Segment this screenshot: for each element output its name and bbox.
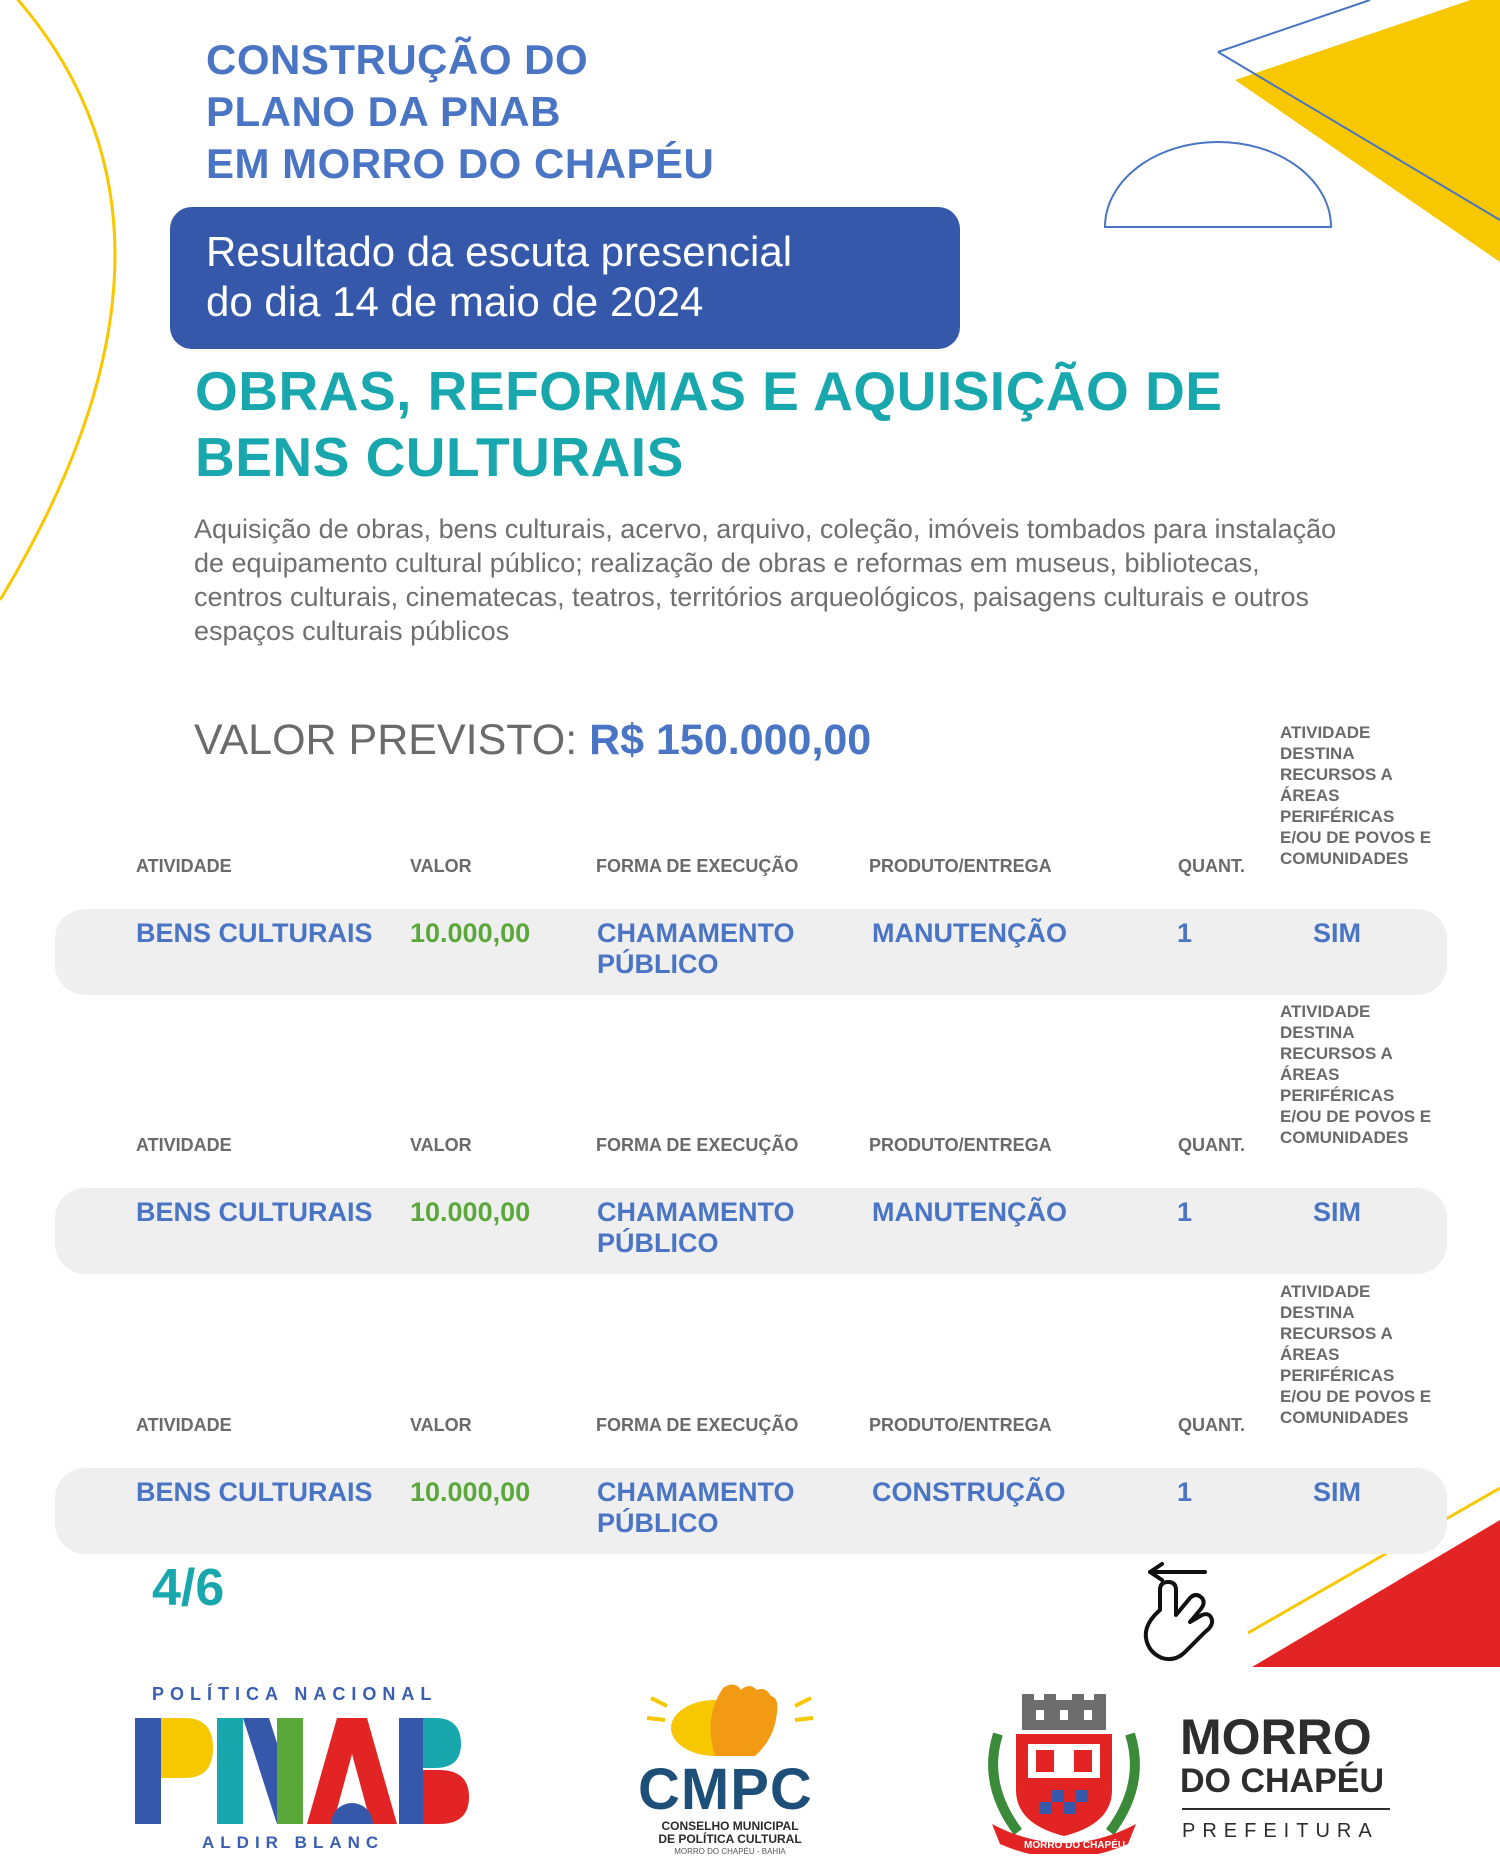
prefeitura-name-line1: MORRO xyxy=(1180,1709,1372,1765)
cell-periferia: SIM xyxy=(1313,1477,1362,1507)
prefeitura-label: PREFEITURA xyxy=(1182,1820,1379,1842)
cell-valor: 10.000,00 xyxy=(410,918,531,948)
cmpc-location: MORRO DO CHAPÉU - BAHIA xyxy=(674,1847,786,1856)
cell-atividade: BENS CULTURAIS xyxy=(136,1477,373,1507)
crest-ribbon-text: MORRO DO CHAPÉU xyxy=(1024,1840,1126,1851)
header-quant: QUANT. xyxy=(1178,856,1245,876)
yellow-arc-left xyxy=(0,0,115,600)
header-valor: VALOR xyxy=(410,1415,472,1435)
cell-quant: 1 xyxy=(1177,918,1193,948)
title-line: EM MORRO DO CHAPÉU xyxy=(206,140,715,187)
result-banner xyxy=(170,207,960,349)
header-produto: PRODUTO/ENTREGA xyxy=(869,856,1052,876)
title-line: PLANO DA PNAB xyxy=(206,88,561,135)
header-produto: PRODUTO/ENTREGA xyxy=(869,1415,1052,1435)
header-valor: VALOR xyxy=(410,1135,472,1155)
result-line: Resultado da escuta presencial xyxy=(206,228,793,275)
result-line: do dia 14 de maio de 2024 xyxy=(206,278,704,325)
cell-valor: 10.000,00 xyxy=(410,1477,531,1507)
prefeitura-divider xyxy=(1182,1808,1390,1810)
cmpc-hands-logo xyxy=(645,1678,815,1760)
cell-atividade: BENS CULTURAIS xyxy=(136,918,373,948)
activity-table xyxy=(0,1001,1500,1281)
section-description: Aquisição de obras, bens culturais, acervo, arquivo, coleção, imóveis tombados para instalação de equipamento cultural público; realização de obras e reformas em museus, bibliotecas, centros culturais, cinematecas, teatros, territórios arqueológicos, paisagens culturais e outros espaços culturais públicos xyxy=(194,514,1337,646)
cell-forma: CHAMAMENTO PÚBLICO xyxy=(597,1477,795,1538)
header-valor: VALOR xyxy=(410,856,472,876)
header-quant: QUANT. xyxy=(1178,1415,1245,1435)
header-produto: PRODUTO/ENTREGA xyxy=(869,1135,1052,1155)
header-atividade: ATIVIDADE xyxy=(136,856,232,876)
header-quant: QUANT. xyxy=(1178,1135,1245,1155)
header-forma: FORMA DE EXECUÇÃO xyxy=(596,1135,799,1155)
prefeitura-name-line2: DO CHAPÉU xyxy=(1180,1762,1385,1800)
header-atividade: ATIVIDADE xyxy=(136,1135,232,1155)
header-forma: FORMA DE EXECUÇÃO xyxy=(596,1415,799,1435)
cell-atividade: BENS CULTURAIS xyxy=(136,1197,373,1227)
cell-forma: CHAMAMENTO PÚBLICO xyxy=(597,1197,795,1258)
title-line: CONSTRUÇÃO DO xyxy=(206,36,589,83)
cell-produto: MANUTENÇÃO xyxy=(872,1197,1067,1227)
section-title-line: BENS CULTURAIS xyxy=(195,426,684,488)
cell-quant: 1 xyxy=(1177,1477,1193,1507)
blue-semicircle-outline xyxy=(1105,142,1331,227)
cmpc-wordmark: CMPC xyxy=(638,1757,813,1822)
cmpc-subtitle: CONSELHO MUNICIPAL DE POLÍTICA CULTURAL xyxy=(658,1819,802,1846)
header-periferia: ATIVIDADE DESTINA RECURSOS A ÁREAS PERIFÉRICAS E/OU DE POVOS E COMUNIDADES xyxy=(1280,1002,1432,1147)
pnab-top-text: POLÍTICA NACIONAL xyxy=(152,1684,438,1704)
cell-periferia: SIM xyxy=(1313,1197,1362,1227)
cell-valor: 10.000,00 xyxy=(410,1197,531,1227)
header-periferia: ATIVIDADE DESTINA RECURSOS A ÁREAS PERIFÉRICAS E/OU DE POVOS E COMUNIDADES xyxy=(1280,1282,1432,1427)
campaign-title xyxy=(206,34,714,190)
pnab-logo xyxy=(135,1712,470,1830)
cell-produto: MANUTENÇÃO xyxy=(872,918,1067,948)
activity-table xyxy=(0,1281,1500,1561)
valor-label: VALOR PREVISTO: xyxy=(194,716,578,764)
cell-periferia: SIM xyxy=(1313,918,1362,948)
header-forma: FORMA DE EXECUÇÃO xyxy=(596,856,799,876)
pnab-bottom-text: ALDIR BLANC xyxy=(202,1833,385,1852)
swipe-left-hand-icon xyxy=(1130,1560,1230,1670)
section-title xyxy=(195,358,1222,490)
valor-amount: R$ 150.000,00 xyxy=(589,716,872,764)
cell-forma: CHAMAMENTO PÚBLICO xyxy=(597,918,795,979)
cell-produto: CONSTRUÇÃO xyxy=(872,1477,1066,1507)
cell-quant: 1 xyxy=(1177,1197,1193,1227)
activity-table xyxy=(0,722,1500,1002)
page-indicator: 4/6 xyxy=(152,1559,225,1617)
header-periferia: ATIVIDADE DESTINA RECURSOS A ÁREAS PERIFÉRICAS E/OU DE POVOS E COMUNIDADES xyxy=(1280,723,1432,868)
municipal-crest-icon xyxy=(978,1694,1150,1854)
header-atividade: ATIVIDADE xyxy=(136,1415,232,1435)
yellow-triangle-top-right xyxy=(1235,0,1500,262)
section-title-line: OBRAS, REFORMAS E AQUISIÇÃO DE xyxy=(195,360,1223,422)
